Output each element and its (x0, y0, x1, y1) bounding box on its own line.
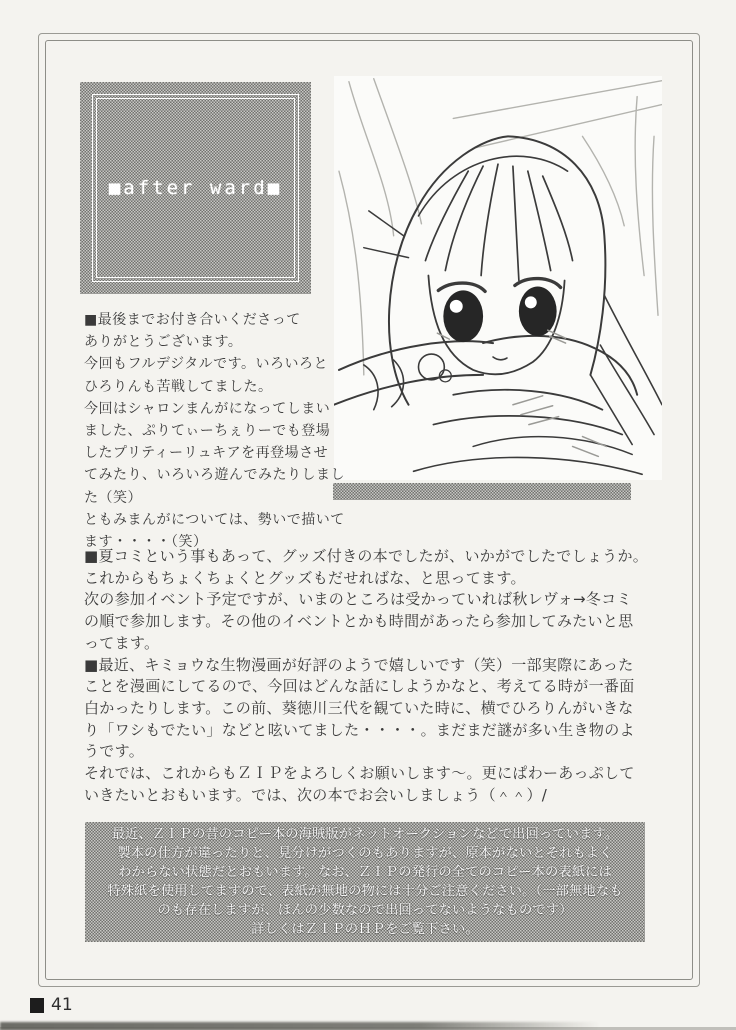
halftone-divider-bar (333, 483, 631, 500)
page-number-square-icon (30, 998, 44, 1013)
afterword-text-line: の順で参加します。その他のイベントとかも時間があったら参加してみたいと思 (84, 612, 634, 631)
afterword-text-line: ってます。 (84, 633, 160, 652)
afterword-text-line: ます・・・・（笑） (84, 534, 208, 551)
afterword-text-line: た（笑） (84, 489, 142, 506)
afterword-text-line: ■最近、キミョウな生物漫画が好評のようで嬉しいです（笑）一部実際にあった (84, 655, 634, 674)
afterword-title-box (80, 82, 311, 294)
afterword-text-line: うです。 (84, 742, 145, 761)
afterword-text-line: ことを漫画にしてるので、今回はどんな話にしようかなと、考えてる時が一番面 (84, 677, 635, 696)
page-number (30, 995, 73, 1015)
afterword-title: ■after ward■ (108, 177, 283, 199)
afterword-text-line: 今回はシャロンまんがになってしまい (84, 400, 331, 417)
notice-line: 製本の仕方が違ったりと、見分けがつくのもありますが、原本がないとそれもよく (117, 846, 613, 861)
notice-line: 最近、ＺＩＰの昔のコピー本の海賊版がネットオークションなどで出回っています。 (111, 827, 619, 842)
afterword-text-line: したプリティーリュキアを再登場させ (84, 445, 329, 462)
afterword-text-line: いきたいとおもいます。では、次の本でお会いしましょう（＾＾）/ (84, 785, 548, 804)
afterword-text-line: ■最後までお付き合いくださって (84, 312, 301, 328)
notice-line: 詳しくはＺＩＰのＨＰをご覧下さい。 (251, 922, 479, 937)
notice-line: わからない状態だとおもいます。なお、ＺＩＰの発行の全てのコピー本の表紙には (118, 865, 612, 880)
afterword-text-line: 白かったりします。この前、葵徳川三代を観ていた時に、横でひろりんがいきな (84, 698, 634, 717)
notice-line: のも存在しますが、ほんの少数なので出回ってないようなものです） (157, 903, 573, 918)
afterword-paragraphs (84, 546, 660, 806)
afterword-text-line: ともみまんがについては、勢いで描いて (84, 511, 345, 528)
afterword-text-line: これからもちょくちょくとグッズもだせればな、と思ってます。 (84, 568, 526, 587)
sketch-svg (334, 76, 662, 480)
afterword-text-line: ました、ぷりてぃーちぇりーでも登場 (84, 423, 331, 440)
afterword-text-line: 今回もフルデジタルです。いろいろと (84, 356, 328, 373)
afterword-text-line: ありがとうございます。 (84, 334, 243, 351)
scan-edge-shadow (0, 1022, 600, 1030)
afterword-text-line: 次の参加イベント予定ですが、いまのところは受かっていれば秋レヴォ→冬コミ (84, 590, 632, 609)
sketch-illustration-girl (334, 76, 662, 480)
afterword-text-line: それでは、これからもＺＩＰをよろしくお願いします～。更にぱわーあっぷして (84, 764, 635, 783)
afterword-text-line: ひろりんも苦戦してました。 (84, 378, 273, 395)
afterword-text-line: ■夏コミという事もあって、グッズ付きの本でしたが、いかがでしたでしょうか。 (84, 547, 649, 565)
notice-line: 特殊紙を使用してますので、表紙が無地の物には十分ご注意ください。（一部無地なも (107, 884, 623, 899)
piracy-notice-box (85, 822, 645, 942)
afterword-text-line: り「ワシもでたい」などと呟いてました・・・・。まだまだ謎が多い生き物のよ (84, 720, 635, 739)
afterword-column (84, 309, 346, 553)
afterword-text-line: てみたり、いろいろ遊んでみたりしまし (84, 467, 345, 484)
page-number-text: 41 (51, 995, 73, 1015)
